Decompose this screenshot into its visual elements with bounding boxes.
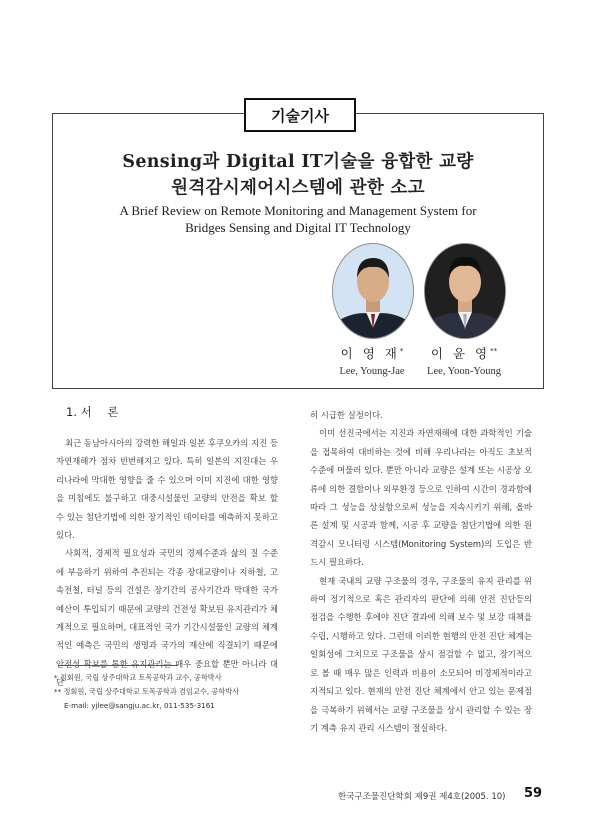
section-heading-introduction: 1. 서 론	[66, 405, 125, 419]
journal-footer: 한국구조물진단학회 제9권 제4호(2005. 10)	[338, 792, 506, 802]
paragraph: 히 시급한 실정이다.	[310, 410, 383, 420]
paragraph: 사회적, 경제적 필요성과 국민의 경제수준과 삶의 질 수준에 부응하기 위하여 추진되는 각종 장대교량이나 지하철, 고속전철, 터널 등의 건설은 장기간의 공사기간과 막대한 국가예산이 투입되기 때문에 교량의 건전성 확보된 유지관리가 체계적으로 필요하며, 대표적인 국가 기간시설물인 교량의 체계적인 예측은 국민의 생명과 국가의 재산에 직결되기 때문에 안전성 확보를 통한 유지관리는 매우 중요할 뿐만 아니라 대단	[56, 548, 278, 688]
left-body-column	[56, 434, 278, 692]
paragraph: 현재 국내의 교량 구조물의 경우, 구조물의 유지 관리를 위하여 정기적으로 혹은 관리자의 판단에 의해 안전 진단등의 점검을 수행한 후에야 진단 결과에 의해 보수 및 보강 대책을 수립, 시행하고 있다. 그런데 이러한 현행의 안전 진단 체계는 일회성에 그치므로 구조물을 상시 점검할 수 없고, 장기적으로 볼 때 매우 많은 인력과 비용이 소모되어 비경제적이라고 지적되고 있다. 현재의 안전 진단 체계에서 안고 있는 문제점을 극복하기 위해서는 교량 구조물을 상시 관리할 수 있는 장기 계측 유지 관리 시스템이 절실하다.	[310, 575, 532, 733]
author-name-1: 이 영 재*	[340, 346, 404, 361]
author-photo-lee-young-jae	[332, 243, 414, 339]
title-english-line-1: A Brief Review on Remote Monitoring and Management System for	[119, 203, 477, 218]
author-photo-lee-yoon-young	[424, 243, 506, 339]
footnote-email: E-mail: yjlee@sangju.ac.kr, 011-535-3161	[64, 701, 215, 710]
title-korean-line-1: Sensing과 Digital IT기술을 융합한 교량	[122, 152, 474, 172]
author-roman-2: Lee, Yoon-Young	[427, 366, 501, 377]
right-body-column	[310, 406, 532, 737]
footnote-1: * 정회원, 국립 상주대학교 토목공학과 교수, 공학박사	[54, 673, 222, 682]
paragraph: 이미 선진국에서는 지진과 자연재해에 대한 과학적인 기술을 접목하여 대비하는 것에 비해 우리나라는 아직도 초보적 수준에 머물러 있다. 뿐만 아니라 교량은 설계 또는 시공상 오류에 의한 결함이나 외부환경 등으로 인하여 시간이 경과함에 따라 그 성능을 상실함으로써 성능을 지속시키기 위해, 올바른 설계 및 시공과 함께, 시공 후 교량을 첨단기법에 의한 원격감시 모니터링 시스템(Monitoring System)의 도입은 반드시 필요하다.	[310, 428, 532, 568]
page-number: 59	[524, 786, 543, 801]
section-label: 기술기사	[244, 98, 356, 132]
author-name-2: 이 윤 영**	[430, 346, 498, 361]
title-korean-line-2: 원격감시제어시스템에 관한 소고	[171, 178, 425, 198]
title-english-line-2: Bridges Sensing and Digital IT Technology	[185, 220, 411, 235]
footnote-divider	[58, 665, 178, 666]
paragraph: 최근 동남아시아의 강력한 해일과 일본 후쿠오카의 지진 등 자연재해가 점차 빈번해지고 있다. 특히 일본의 지진대는 우리나라에 막대한 영향을 줄 수 있으며 이미 지진에 대한 영향을 미침에도 불구하고 대중시설물인 교량의 안전을 확보 할 수 있는 첨단기법에 의한 장기적인 데이터를 예측하지 못하고 있다.	[56, 438, 278, 541]
author-roman-1: Lee, Young-Jae	[339, 366, 405, 377]
footnote-2: ** 정회원, 국립 상주대학교 토목공학과 겸임교수, 공학박사	[54, 687, 240, 696]
